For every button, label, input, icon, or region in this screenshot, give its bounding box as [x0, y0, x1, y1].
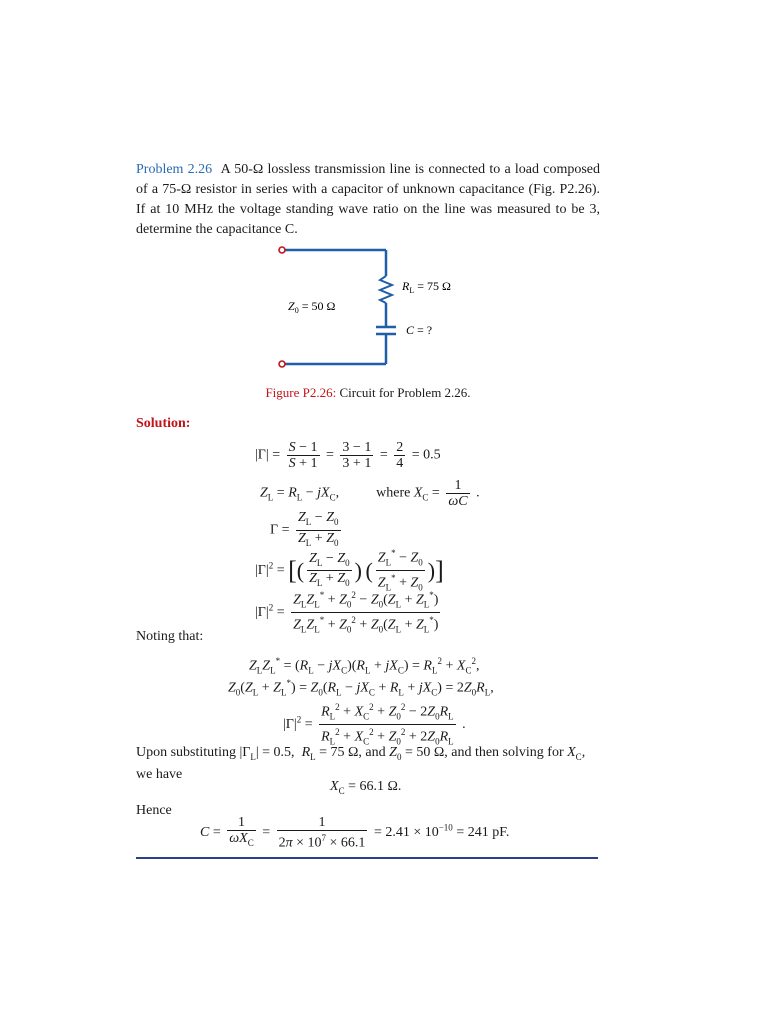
capacitor-icon: [376, 327, 396, 334]
substituting-text: Upon substituting $|\Gamma_L| = 0.5$, $R_L = 75$ Ω, and $Z_0 = 50$ Ω, and then solving for $X_C$, we have: [136, 745, 586, 782]
problem-label: Problem 2.26: [136, 162, 213, 177]
c-label: C = ?: [406, 323, 433, 337]
load-branch: [376, 250, 396, 364]
equation-xc: $X_C = 66.1$ Ω.: [330, 779, 402, 796]
equation-noting-2: $Z_0(Z_L + Z_L^*) = Z_0(R_L - jX_C + R_L + jX_C) = 2Z_0R_L$,: [228, 678, 494, 698]
noting-text: Noting that:: [136, 629, 204, 644]
figure-caption-text: Circuit for Problem 2.26.: [339, 385, 471, 400]
figure-caption: [136, 385, 600, 401]
solution-heading: Solution:: [136, 416, 191, 431]
equation-capacitance: C = $\frac{1}{\omega X_C}$ = $\frac{1}{2\pi \times 10^7 \times 66.1}$ = $2.41 \times 10^{-10} = 241$ pF.: [200, 815, 510, 851]
terminal-top-icon: [279, 247, 285, 253]
equation-load-impedance: $Z_L = R_L - jX_C$, where $X_C$ = $\frac{1}{\omega C}$ .: [260, 478, 480, 509]
equation-gamma: Γ = $\frac{Z_L - Z_0}{Z_L + Z_0}$: [270, 510, 339, 548]
equation-gamma-squared-1: $|\Gamma|^2$ = [( $\frac{Z_L - Z_0}{Z_L + Z_0}$ ) ( $\frac{Z_L^* - Z_0}{Z_L^* + Z_0}$ )]: [255, 548, 444, 593]
terminal-bottom-icon: [279, 361, 285, 367]
problem-text: A 50-Ω lossless transmission line is connected to a load composed of a 75-Ω resistor in series with a capacitor of unknown capacitance (Fig. P2.26). If at 10 MHz the voltage standing wave ratio on the line was measured to be 3, determine the capacitance C.: [136, 162, 600, 237]
equation-noting-1: $Z_LZ_L^* = (R_L - jX_C)(R_L + jX_C) = R_L^2 + X_C^2$,: [249, 656, 480, 676]
resistor-icon: [380, 276, 392, 303]
problem-statement: [136, 160, 600, 240]
circuit-diagram: [270, 238, 470, 374]
figure-label: Figure P2.26:: [265, 385, 337, 400]
equation-noting-3: $|\Gamma|^2$ = $\frac{R_L^2 + X_C^2 + Z_0^2 - 2Z_0R_L}{R_L^2 + X_C^2 + Z_0^2 + 2Z_0R_L}$ .: [283, 702, 466, 747]
equation-gamma-squared-2: $|\Gamma|^2$ = $\frac{Z_LZ_L^* + Z_0^2 - Z_0(Z_L + Z_L^*)}{Z_LZ_L^* + Z_0^2 + Z_0(Z_L + Z_L^*)}$: [255, 590, 439, 635]
bottom-rule: [136, 857, 598, 859]
equation-gamma-magnitude: |Γ| = $\frac{S - 1}{S + 1}$ = $\frac{3 - 1}{3 + 1}$ = $\frac{2}{4}$ = 0.5: [255, 440, 441, 471]
rl-label: $R_L = 75$ Ω: [402, 279, 451, 295]
hence-text: Hence: [136, 803, 172, 818]
z0-label: $Z_0 = 50$ Ω: [288, 299, 336, 315]
